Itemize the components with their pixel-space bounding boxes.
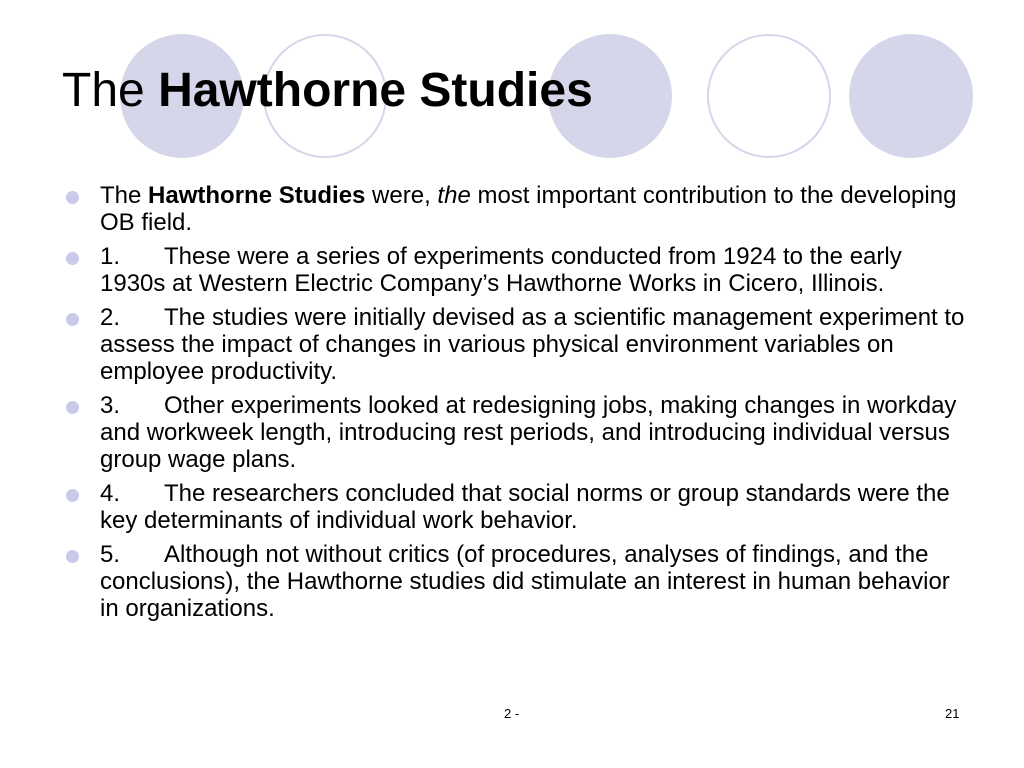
bullet-text-post: most important contribution to the developing OB field. — [100, 182, 957, 236]
bullet-text: Although not without critics (of procedures, analyses of findings, and the conclusions), the Hawthorne studies did stimulate an interest in human behavior in organizations. — [100, 541, 950, 622]
bullet-item — [66, 541, 966, 622]
bullet-list — [66, 182, 966, 629]
bullet-number: 1. — [100, 243, 121, 270]
bullet-number: 4. — [100, 480, 121, 507]
footer-section-number: 2 - — [504, 706, 520, 721]
bullet-text-mid: were, — [365, 182, 438, 209]
bullet-dot-icon — [66, 550, 79, 563]
bullet-dot-icon — [66, 489, 79, 502]
bullet-text: Other experiments looked at redesigning jobs, making changes in workday and workweek length, introducing rest periods, and introducing individual versus group wage plans. — [100, 392, 957, 473]
title-prefix: The — [62, 64, 145, 117]
bullet-number: 5. — [100, 541, 121, 568]
decor-circle-5 — [849, 34, 973, 158]
title-bold: Hawthorne Studies — [158, 64, 593, 117]
bullet-dot-icon — [66, 252, 79, 265]
slide-title — [62, 62, 593, 120]
bullet-item — [66, 304, 966, 385]
bullet-item — [66, 392, 966, 473]
bullet-text: The studies were initially devised as a scientific management experiment to assess the impact of changes in various physical environment variables on employee productivity. — [100, 304, 965, 385]
bullet-item — [66, 182, 966, 236]
bullet-text: The researchers concluded that social norms or group standards were the key determinants of individual work behavior. — [100, 480, 950, 534]
footer-page-number: 21 — [945, 706, 960, 721]
bullet-dot-icon — [66, 191, 79, 204]
bullet-item — [66, 243, 966, 297]
bullet-item — [66, 480, 966, 534]
bullet-text: These were a series of experiments conducted from 1924 to the early 1930s at Western Electric Company’s Hawthorne Works in Cicero, Illinois. — [100, 243, 902, 297]
bullet-number: 3. — [100, 392, 121, 419]
bullet-number: 2. — [100, 304, 121, 331]
bullet-dot-icon — [66, 313, 79, 326]
bullet-text-bold: Hawthorne Studies — [148, 182, 366, 209]
bullet-text-italic: the — [437, 182, 471, 209]
decor-circle-4 — [707, 34, 831, 158]
bullet-text-pre: The — [100, 182, 149, 209]
bullet-dot-icon — [66, 401, 79, 414]
